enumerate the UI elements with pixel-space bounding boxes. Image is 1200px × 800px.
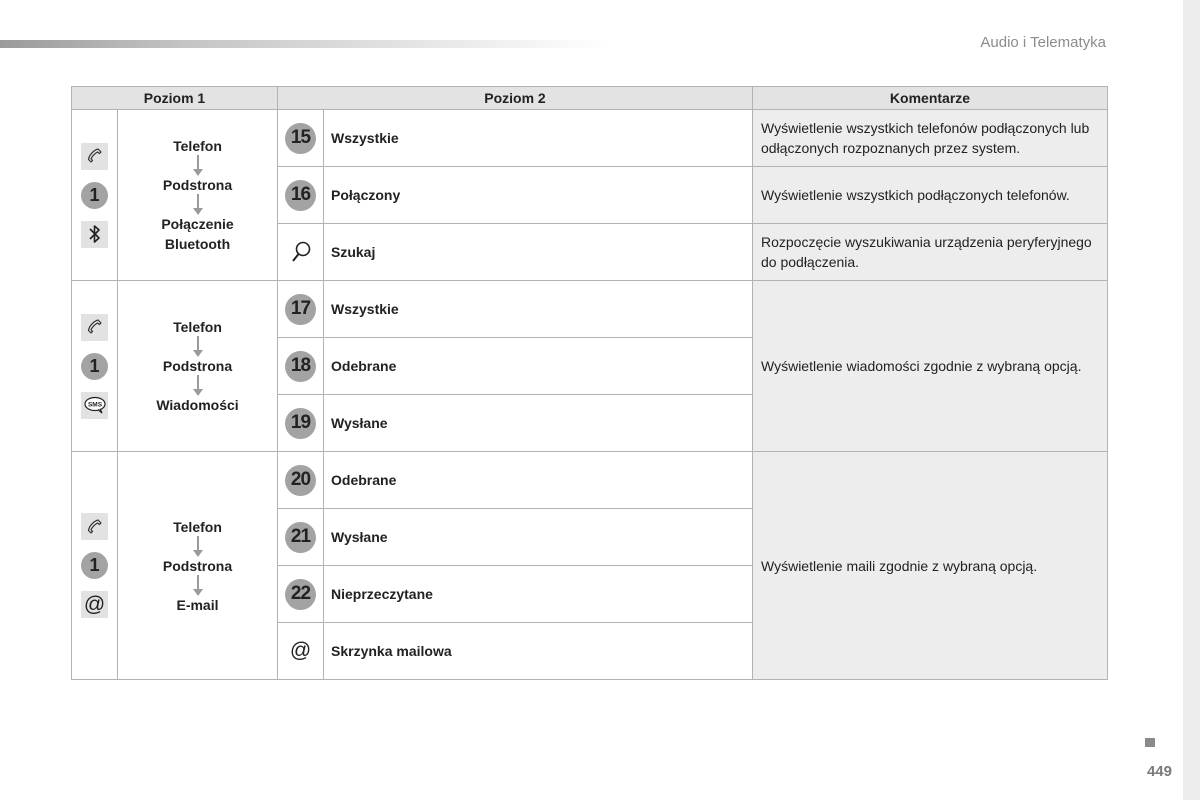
badge-16-icon: 16 — [285, 180, 316, 211]
phone-icon — [81, 143, 108, 170]
badge-21-icon: 21 — [285, 522, 316, 553]
arrow-down-icon — [193, 336, 203, 358]
phone-icon — [81, 314, 108, 341]
path-step-email: E-mail — [176, 596, 219, 613]
path-step-messages: Wiadomości — [156, 397, 239, 413]
level1-icons-cell — [72, 281, 118, 452]
table-row — [72, 281, 1108, 338]
path-step-phone: Telefon — [173, 138, 222, 154]
badge-17-icon: 17 — [285, 294, 316, 325]
menu-item-label: Odebrane — [324, 338, 753, 395]
phone-icon — [81, 513, 108, 540]
search-icon — [285, 237, 316, 268]
column-header-level1: Poziom 1 — [72, 87, 278, 110]
column-header-level2: Poziom 2 — [278, 87, 753, 110]
path-step-subpage: Podstrona — [162, 358, 233, 374]
badge-cell — [278, 281, 324, 338]
badge-cell — [278, 566, 324, 623]
table-header-row — [72, 87, 1108, 110]
badge-22-icon: 22 — [285, 579, 316, 610]
arrow-down-icon — [193, 375, 203, 397]
menu-structure-table — [71, 86, 1108, 680]
comment-cell: Wyświetlenie wiadomości zgodnie z wybraną opcją. — [753, 281, 1108, 452]
badge-cell — [278, 452, 324, 509]
level1-icons-cell — [72, 452, 118, 680]
comment-cell: Wyświetlenie maili zgodnie z wybraną opcją. — [753, 452, 1108, 680]
level1-path-cell — [118, 452, 278, 680]
menu-item-label: Odebrane — [324, 452, 753, 509]
path-step-subpage: Podstrona — [162, 177, 233, 193]
sms-icon — [81, 392, 108, 419]
page-edge-strip — [1183, 0, 1200, 800]
at-icon: @ — [289, 639, 312, 662]
menu-item-label: Wszystkie — [324, 110, 753, 167]
badge-cell — [278, 338, 324, 395]
badge-cell — [278, 224, 324, 281]
submenu-badge-icon: 1 — [81, 182, 108, 209]
menu-item-label: Szukaj — [324, 224, 753, 281]
menu-item-label: Połączony — [324, 167, 753, 224]
menu-item-label: Wysłane — [324, 509, 753, 566]
sms-icon-label: SMS — [87, 401, 102, 409]
level1-path-cell — [118, 110, 278, 281]
menu-item-label: Skrzynka mailowa — [324, 623, 753, 680]
bluetooth-icon — [81, 221, 108, 248]
arrow-down-icon — [193, 194, 203, 216]
header-gradient-bar — [0, 40, 610, 48]
level1-path-cell — [118, 281, 278, 452]
comment-cell: Rozpoczęcie wyszukiwania urządzenia peryferyjnego do podłączenia. — [753, 224, 1108, 281]
arrow-down-icon — [193, 155, 203, 177]
level1-icons-cell — [72, 110, 118, 281]
page-end-marker — [1145, 738, 1155, 747]
badge-15-icon: 15 — [285, 123, 316, 154]
path-step-bluetooth: Połączenie Bluetooth — [161, 216, 234, 252]
arrow-down-icon — [193, 536, 203, 558]
submenu-badge-icon: 1 — [81, 353, 108, 380]
comment-cell: Wyświetlenie wszystkich podłączonych telefonów. — [753, 167, 1108, 224]
badge-cell — [278, 395, 324, 452]
badge-20-icon: 20 — [285, 465, 316, 496]
at-icon: @ — [81, 591, 108, 618]
path-step-phone: Telefon — [173, 319, 222, 335]
page-number: 449 — [1146, 763, 1172, 780]
path-step-phone: Telefon — [173, 518, 222, 535]
menu-item-label: Wszystkie — [324, 281, 753, 338]
badge-cell — [278, 509, 324, 566]
path-step-subpage: Podstrona — [162, 557, 233, 574]
badge-cell — [278, 623, 324, 680]
badge-cell — [278, 110, 324, 167]
arrow-down-icon — [193, 575, 203, 597]
menu-item-label: Wysłane — [324, 395, 753, 452]
submenu-badge-icon: 1 — [81, 552, 108, 579]
badge-18-icon: 18 — [285, 351, 316, 382]
column-header-comments: Komentarze — [753, 87, 1108, 110]
page-header-title: Audio i Telematyka — [980, 34, 1106, 51]
badge-19-icon: 19 — [285, 408, 316, 439]
table-row — [72, 110, 1108, 167]
menu-item-label: Nieprzeczytane — [324, 566, 753, 623]
table-row — [72, 452, 1108, 509]
badge-cell — [278, 167, 324, 224]
comment-cell: Wyświetlenie wszystkich telefonów podłączonych lub odłączonych rozpoznanych przez system. — [753, 110, 1108, 167]
